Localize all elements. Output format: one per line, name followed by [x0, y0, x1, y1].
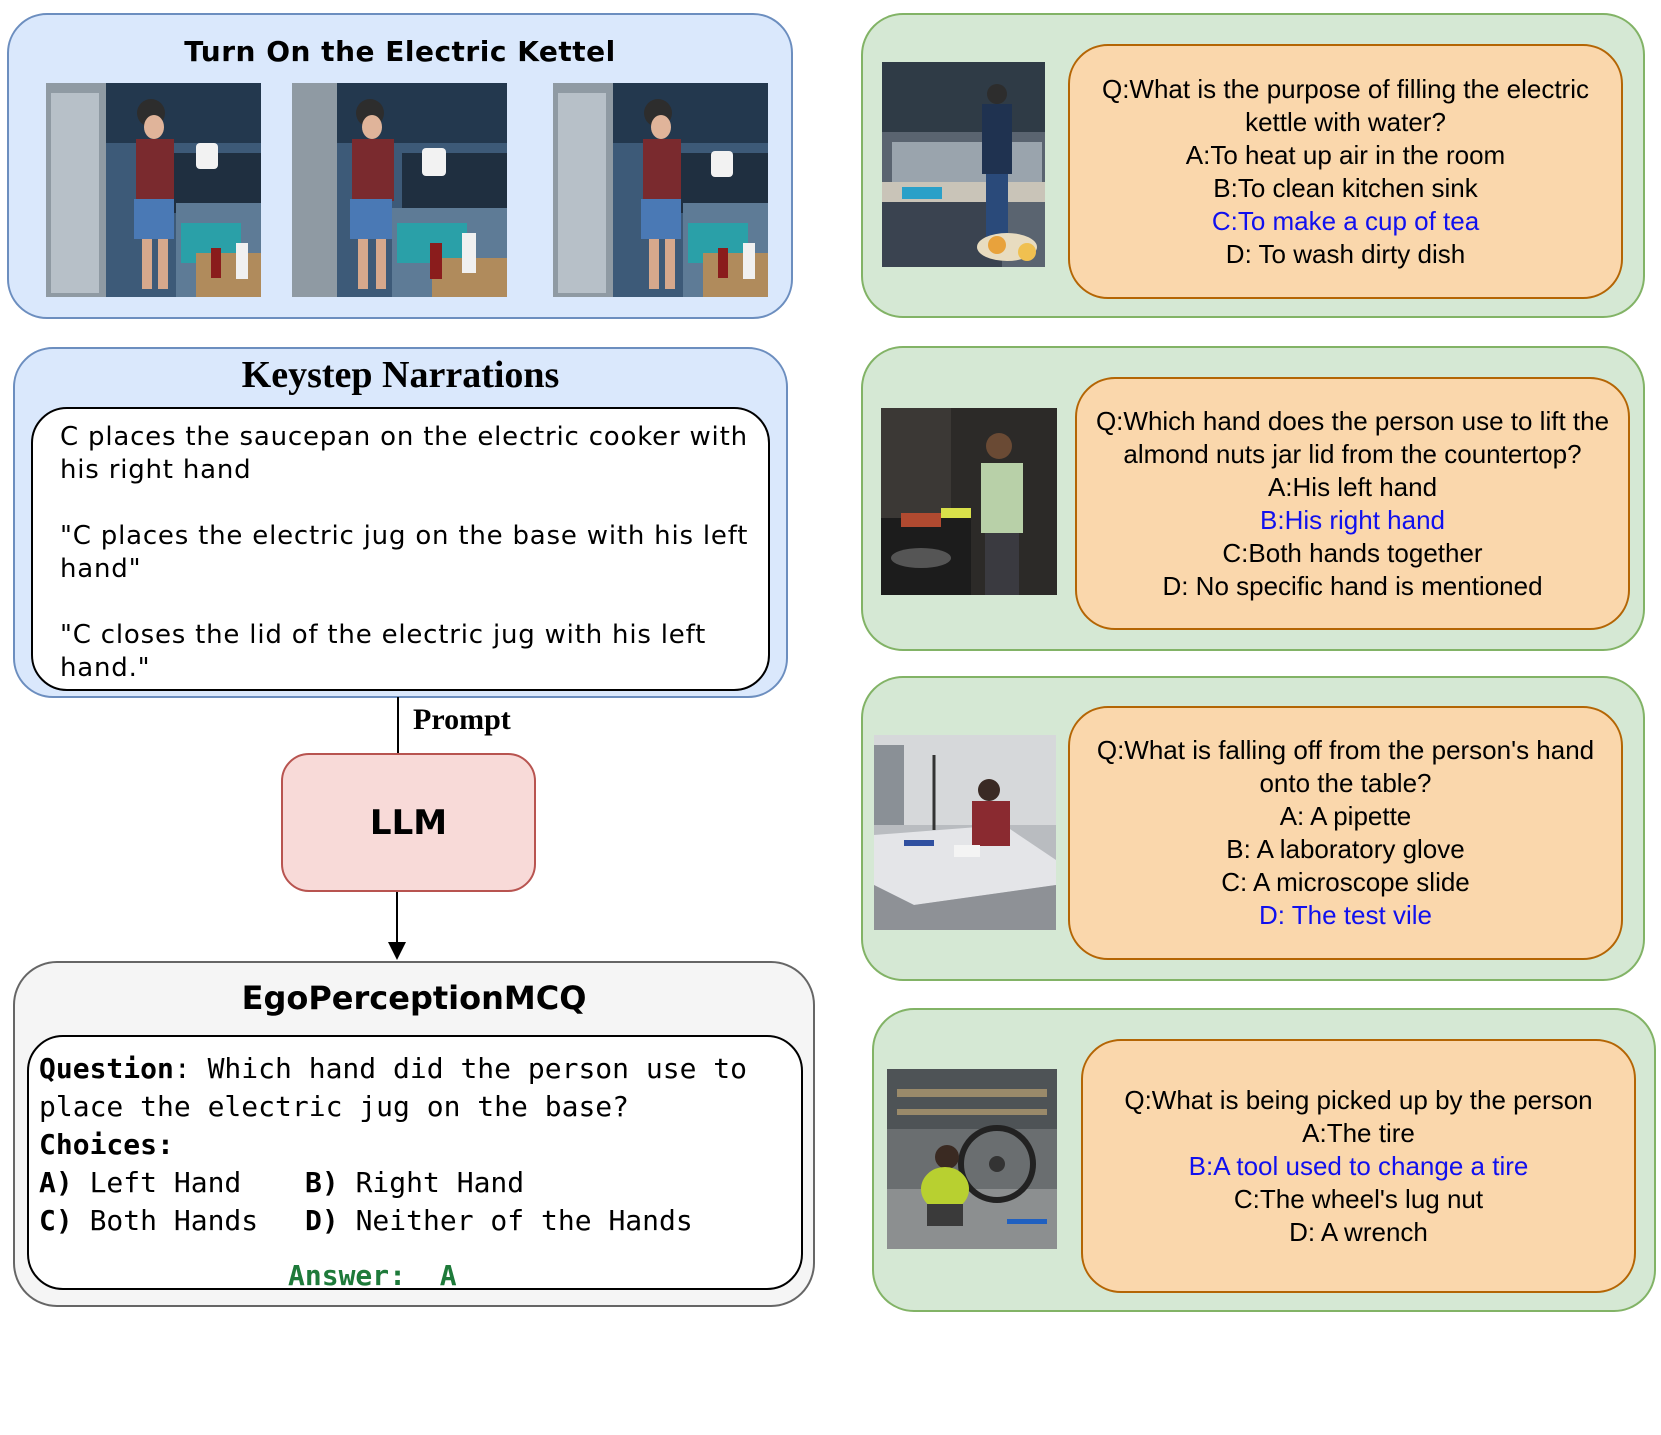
- example-question: Q:What is the purpose of filling the electric kettle with water?: [1101, 73, 1589, 137]
- choice-a-text: Left Hand: [72, 1166, 242, 1199]
- prompt-label: Prompt: [413, 703, 511, 736]
- example-option-correct: B:A tool used to change a tire: [1188, 1150, 1529, 1181]
- llm-box: [281, 753, 536, 892]
- choice-b-key: B): [305, 1166, 339, 1199]
- example-option: D: To wash dirty dish: [1225, 238, 1466, 269]
- example-option: A: A pipette: [1279, 801, 1412, 831]
- choice-d-key: D): [305, 1204, 339, 1237]
- example-question: Q:What is falling off from the person's hand onto the table?: [1096, 735, 1595, 798]
- example-option: B:To clean kitchen sink: [1213, 172, 1478, 203]
- choice-c-text: Both Hands: [72, 1204, 259, 1237]
- mcq-panel-title: EgoPerceptionMCQ: [241, 979, 587, 1017]
- llm-label: LLM: [369, 802, 448, 843]
- example-option: A:To heat up air in the room: [1185, 139, 1506, 170]
- narration-item: C places the saucepan on the electric cooker with his right hand: [60, 422, 748, 485]
- example-photo-4: [887, 1069, 1057, 1249]
- example-option: A:His left hand: [1267, 471, 1438, 502]
- choice-b-text: Right Hand: [338, 1166, 525, 1199]
- mcq-box: [27, 1035, 803, 1290]
- example-option: B: A laboratory glove: [1226, 834, 1465, 864]
- choice-d-text: Neither of the Hands: [338, 1204, 693, 1237]
- example-card-1: [1068, 44, 1623, 299]
- example-card-2: [1075, 377, 1630, 630]
- example-card-3: [1068, 706, 1623, 960]
- example-option: C: A microscope slide: [1221, 867, 1470, 897]
- kettle-panel-title: Turn On the Electric Kettel: [184, 35, 616, 68]
- question-key: Question: [39, 1052, 174, 1085]
- example-option: C:The wheel's lug nut: [1233, 1183, 1484, 1214]
- choice-c-key: C): [39, 1204, 73, 1237]
- example-option-correct: B:His right hand: [1260, 504, 1445, 535]
- example-photo-2: [881, 408, 1057, 595]
- example-option: D: No specific hand is mentioned: [1162, 570, 1543, 601]
- choices-label: Choices:: [39, 1128, 174, 1161]
- narration-item: "C closes the lid of the electric jug with his left hand.": [60, 620, 707, 683]
- example-option: A:The tire: [1302, 1117, 1415, 1148]
- example-option: C:Both hands together: [1222, 537, 1483, 568]
- choice-row: [39, 1164, 801, 1202]
- example-photo-1: [882, 62, 1045, 267]
- example-card-4: [1081, 1039, 1636, 1293]
- choice-row: [39, 1202, 801, 1240]
- example-option: D: A wrench: [1289, 1216, 1428, 1247]
- example-question: Q:Which hand does the person use to lift the almond nuts jar lid from the countertop?: [1095, 405, 1610, 469]
- example-question: Q:What is being picked up by the person: [1124, 1084, 1593, 1115]
- example-option-correct: D: The test vile: [1259, 900, 1432, 930]
- narration-item: "C places the electric jug on the base with his left hand": [60, 521, 749, 584]
- mcq-answer: Answer: A: [288, 1259, 457, 1292]
- narrations-panel-title: Keystep Narrations: [241, 354, 560, 396]
- arrow-down-icon: [388, 942, 406, 960]
- mcq-question: Question: Which hand did the person use to place the electric jug on the base?: [39, 1052, 748, 1123]
- choice-a-key: A): [39, 1166, 73, 1199]
- example-photo-3: [874, 735, 1056, 930]
- question-text: Which hand did the person use to place the electric jug on the base?: [39, 1052, 748, 1123]
- example-option-correct: C:To make a cup of tea: [1211, 205, 1480, 236]
